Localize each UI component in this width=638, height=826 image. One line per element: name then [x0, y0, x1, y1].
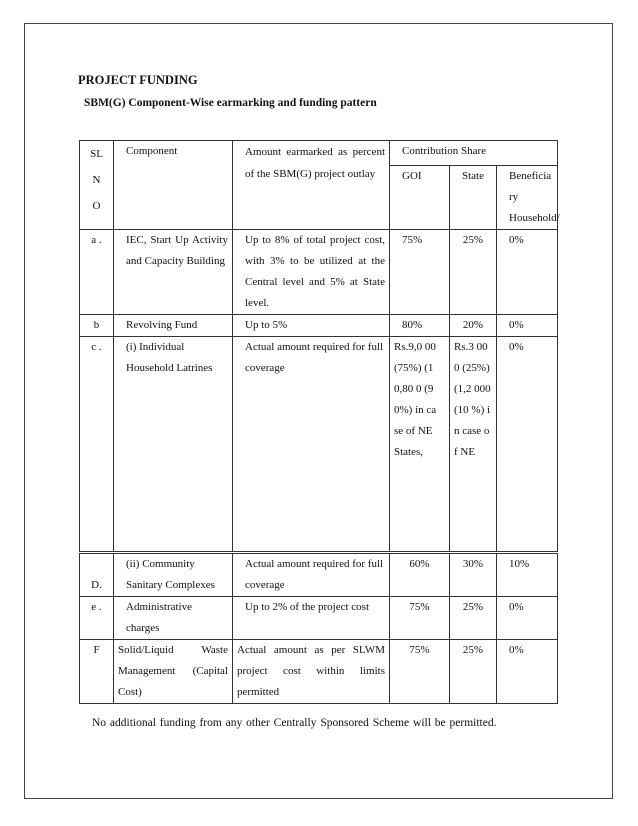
row-state: 20%: [450, 315, 497, 337]
row-amount: Up to 2% of the project cost: [233, 597, 390, 640]
row-beneficiary: 10%: [497, 554, 558, 597]
row-sl: c .: [80, 337, 114, 552]
row-component: (i) Individual Household Latrines: [114, 337, 233, 552]
row-amount: Up to 5%: [233, 315, 390, 337]
row-state: 30%: [450, 554, 497, 597]
header-row: [80, 141, 558, 166]
row-beneficiary: 0%: [497, 597, 558, 640]
row-state: 25%: [450, 230, 497, 315]
table-title: SBM(G) Component-Wise earmarking and funding pattern: [84, 97, 377, 109]
funding-table-upper: [79, 140, 558, 552]
row-goi: 75%: [390, 640, 450, 704]
table-row: [80, 230, 558, 315]
row-component: IEC, Start Up Activity and Capacity Building: [114, 230, 233, 315]
row-beneficiary: 0%: [497, 230, 558, 315]
row-goi: 80%: [390, 315, 450, 337]
row-component: Revolving Fund: [114, 315, 233, 337]
row-beneficiary: 0%: [497, 315, 558, 337]
header-component: Component: [114, 141, 233, 230]
row-goi: 75%: [390, 597, 450, 640]
header-goi: GOI: [390, 166, 450, 230]
row-sl: e .: [80, 597, 114, 640]
row-component: Solid/Liquid Waste Management (Capital Cost): [114, 640, 233, 704]
table-row: [80, 640, 558, 704]
header-contribution-share: Contribution Share: [390, 141, 558, 166]
footnote: No additional funding from any other Centrally Sponsored Scheme will be permitted.: [92, 717, 497, 729]
table-row: [80, 315, 558, 337]
header-amount: Amount earmarked as percent of the SBM(G) project outlay: [233, 141, 390, 230]
row-sl: b: [80, 315, 114, 337]
row-goi: 60%: [390, 554, 450, 597]
row-state: Rs.3 000 (25%) (1,2 000 (10 %) in case of NE: [450, 337, 497, 552]
row-state: 25%: [450, 640, 497, 704]
table-row: [80, 554, 558, 597]
header-sl: SL N O: [80, 141, 114, 230]
row-sl: F: [80, 640, 114, 704]
section-heading: PROJECT FUNDING: [78, 73, 198, 87]
row-component: (ii) Community Sanitary Complexes: [114, 554, 233, 597]
header-state: State: [450, 166, 497, 230]
row-beneficiary: 0%: [497, 640, 558, 704]
header-beneficiary: Beneficia ry Household/: [497, 166, 558, 230]
row-amount: Actual amount required for full coverage: [233, 554, 390, 597]
row-component: Administrative charges: [114, 597, 233, 640]
row-amount: Actual amount required for full coverage: [233, 337, 390, 552]
row-goi: Rs.9,0 00 (75%) (10,80 0 (90%) in case of NE States,: [390, 337, 450, 552]
table-row: [80, 597, 558, 640]
row-sl: a .: [80, 230, 114, 315]
table-row: [80, 337, 558, 552]
row-goi: 75%: [390, 230, 450, 315]
row-sl: D.: [80, 554, 114, 597]
row-state: 25%: [450, 597, 497, 640]
row-amount: Up to 8% of total project cost, with 3% to be utilized at the Central level and 5% at State level.: [233, 230, 390, 315]
row-amount: Actual amount as per SLWM project cost within limits permitted: [233, 640, 390, 704]
row-beneficiary: 0%: [497, 337, 558, 552]
funding-table-lower: [79, 553, 558, 704]
